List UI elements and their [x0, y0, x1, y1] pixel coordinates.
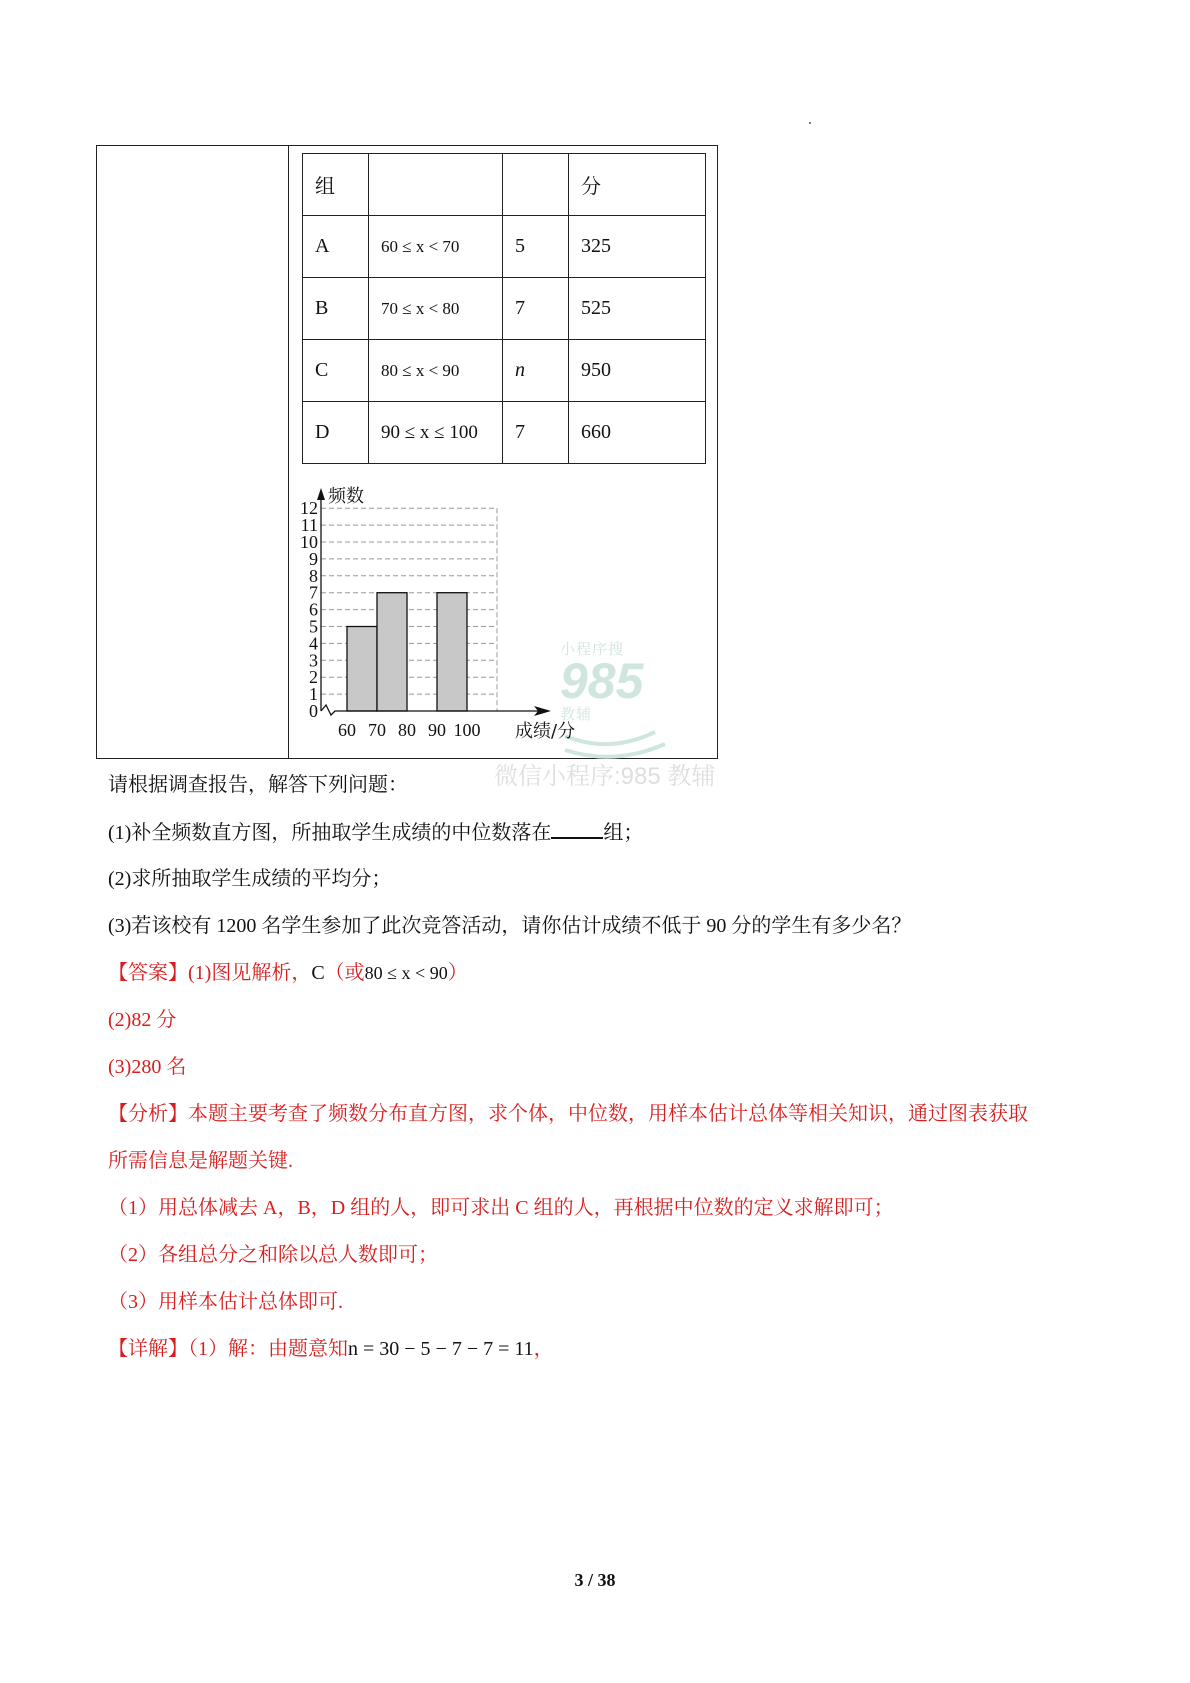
range-cell: 90 ≤ x ≤ 100	[369, 402, 503, 464]
answer-1-group: C	[311, 962, 325, 984]
group-cell: D	[303, 402, 369, 464]
svg-text:70: 70	[368, 720, 386, 740]
histogram-bar	[377, 593, 407, 711]
header-cell: 分	[569, 154, 706, 216]
range-cell: 80 ≤ x < 90	[369, 340, 503, 402]
score-cell: 525	[569, 278, 706, 340]
analysis-step-1: （1）用总体减去 A，B，D 组的人，即可求出 C 组的人，再根据中位数的定义求解即可；	[108, 1197, 894, 1219]
watermark-logo-sub: 教辅	[560, 706, 593, 723]
score-cell: 660	[569, 402, 706, 464]
frequency-histogram	[290, 480, 720, 750]
svg-text:2: 2	[309, 667, 318, 688]
question-1-suffix: 组；	[603, 822, 644, 844]
analysis-label: 【分析】	[108, 1103, 188, 1125]
question-1-text: (1)补全频数直方图，所抽取学生成绩的中位数落在	[108, 822, 552, 844]
detail-line-1	[108, 1336, 554, 1362]
watermark-logo-top: 小程序搜	[560, 641, 625, 658]
answer-line-1	[108, 960, 468, 986]
analysis-step-3: （3）用样本估计总体即可.	[108, 1291, 343, 1313]
range-cell: 60 ≤ x < 70	[369, 216, 503, 278]
svg-text:3: 3	[309, 650, 318, 671]
analysis-text: 本题主要考查了频数分布直方图，求个体，中位数，用样本估计总体等相关知识，通过图表获取	[188, 1103, 1028, 1125]
svg-text:1: 1	[309, 684, 318, 705]
count-cell: 7	[503, 402, 569, 464]
question-1	[108, 819, 643, 846]
histogram-bar	[437, 593, 467, 711]
stray-dot	[809, 122, 811, 124]
question-intro: 请根据调查报告，解答下列问题：	[108, 774, 408, 796]
svg-text:4: 4	[309, 633, 318, 654]
svg-text:10: 10	[300, 532, 318, 552]
answer-1-paren-open: （或	[324, 962, 365, 984]
detail-text: （1）解：由题意知	[188, 1338, 348, 1360]
svg-text:5: 5	[309, 616, 318, 637]
answer-1-paren-close: ）	[447, 962, 468, 984]
answer-line-2: (2)82 分	[108, 1009, 177, 1031]
score-cell: 950	[569, 340, 706, 402]
svg-text:90: 90	[428, 720, 446, 740]
table-header-row	[303, 154, 706, 216]
group-cell: B	[303, 278, 369, 340]
count-cell: 7	[503, 278, 569, 340]
histogram-bar	[347, 627, 377, 712]
question-3: (3)若该校有 1200 名学生参加了此次竞答活动，请你估计成绩不低于 90 分的学生有多少名？	[108, 915, 912, 937]
analysis-step-2: （2）各组总分之和除以总人数即可；	[108, 1244, 438, 1266]
svg-text:60: 60	[338, 720, 356, 740]
svg-text:成绩/分: 成绩/分	[515, 721, 576, 742]
table-row	[303, 402, 706, 464]
table-row	[303, 278, 706, 340]
header-cell	[369, 154, 503, 216]
answer-blank	[551, 819, 603, 839]
svg-text:80: 80	[398, 720, 416, 740]
analysis-line-1	[108, 1101, 1028, 1127]
group-cell: C	[303, 340, 369, 402]
group-cell: A	[303, 216, 369, 278]
count-cell: n	[503, 340, 569, 402]
svg-text:8: 8	[309, 565, 318, 586]
score-table	[302, 153, 706, 464]
answer-1-math: 80 ≤ x < 90	[364, 963, 448, 983]
question-2: (2)求所抽取学生成绩的平均分；	[108, 868, 392, 890]
count-cell: 5	[503, 216, 569, 278]
svg-text:100: 100	[453, 720, 481, 740]
page-number: 3 / 38	[574, 1570, 616, 1590]
detail-math: n = 30 − 5 − 7 − 7 = 11	[348, 1338, 534, 1360]
watermark-text: 微信小程序:985 教辅	[494, 763, 716, 790]
answer-label: 【答案】	[108, 962, 188, 984]
answer-1-text: (1)图见解析，	[188, 962, 312, 984]
svg-text:6: 6	[309, 599, 318, 620]
detail-suffix: ，	[533, 1338, 554, 1360]
svg-text:频数: 频数	[328, 486, 364, 507]
svg-text:0: 0	[309, 701, 318, 721]
header-cell	[503, 154, 569, 216]
range-cell: 70 ≤ x < 80	[369, 278, 503, 340]
answer-line-3: (3)280 名	[108, 1056, 187, 1078]
svg-text:11: 11	[300, 515, 318, 536]
score-cell: 325	[569, 216, 706, 278]
analysis-line-2: 所需信息是解题关键.	[108, 1150, 293, 1172]
header-cell: 组	[303, 154, 369, 216]
table-row	[303, 216, 706, 278]
outer-table-divider	[288, 145, 289, 759]
svg-text:12: 12	[300, 498, 318, 519]
table-row	[303, 340, 706, 402]
svg-text:7: 7	[309, 582, 318, 603]
svg-text:9: 9	[309, 548, 318, 569]
detail-label: 【详解】	[108, 1338, 188, 1360]
watermark-logo-number: 985	[560, 653, 644, 709]
